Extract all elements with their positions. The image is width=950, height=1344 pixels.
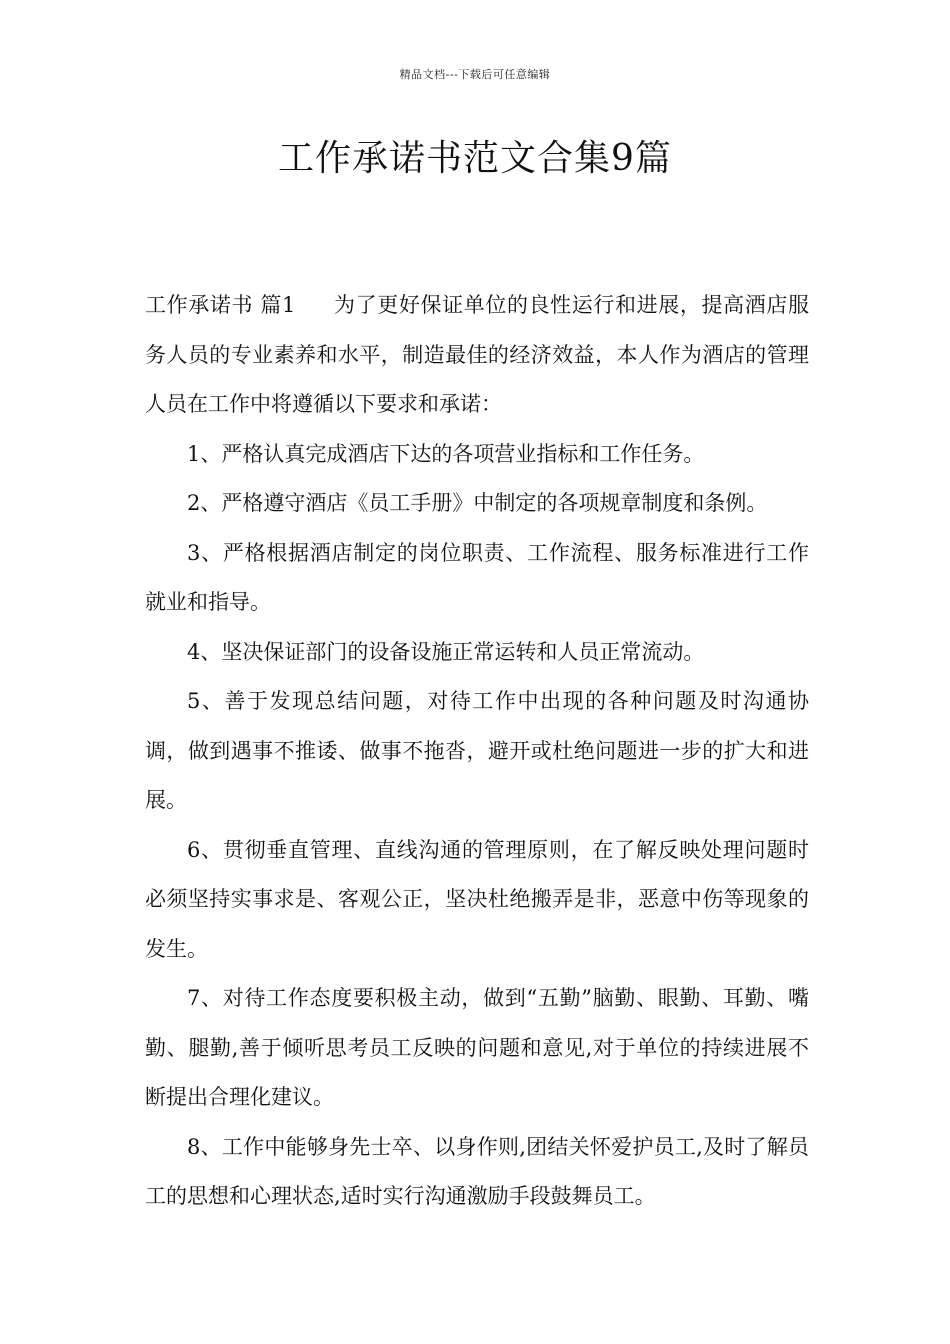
list-item: 8、工作中能够身先士卒、以身作则,团结关怀爱护员工,及时了解员工的思想和心理状态,适时实行沟通激励手段鼓舞员工。 — [145, 1134, 809, 1208]
list-item: 1、严格认真完成酒店下达的各项营业指标和工作任务。 — [187, 441, 705, 466]
document-title: 工作承诺书范文合集9篇 — [278, 138, 672, 179]
section-label: 工作承诺书 篇1 — [145, 293, 296, 317]
intro-text: 为了更好保证单位的良性运行和进展，提高酒店服务人员的专业素养和水平，制造最佳的经济效益，本人作为酒店的管理人员在工作中将遵循以下要求和承诺： — [145, 293, 809, 416]
header-note: 精品文档---下载后可任意编辑 — [399, 68, 551, 81]
list-item: 4、坚决保证部门的设备设施正常运转和人员正常流动。 — [187, 639, 705, 664]
list-item: 6、贯彻垂直管理、直线沟通的管理原则，在了解反映处理问题时必须坚持实事求是、客观公正，坚决杜绝搬弄是非，恶意中伤等现象的发生。 — [145, 837, 809, 961]
list-item: 3、严格根据酒店制定的岗位职责、工作流程、服务标准进行工作就业和指导。 — [145, 540, 809, 614]
intro-paragraph — [145, 281, 809, 430]
list-item: 5、善于发现总结问题，对待工作中出现的各种问题及时沟通协调，做到遇事不推诿、做事不拖沓，避开或杜绝问题进一步的扩大和进展。 — [145, 689, 809, 812]
list-item: 7、对待工作态度要积极主动，做到“五勤”脑勤、眼勤、耳勤、嘴勤、腿勤,善于倾听思考员工反映的问题和意见,对于单位的持续进展不断提出合理化建议。 — [145, 986, 809, 1109]
document-body — [145, 281, 809, 1222]
list-item: 2、严格遵守酒店《员工手册》中制定的各项规章制度和条例。 — [187, 491, 768, 515]
